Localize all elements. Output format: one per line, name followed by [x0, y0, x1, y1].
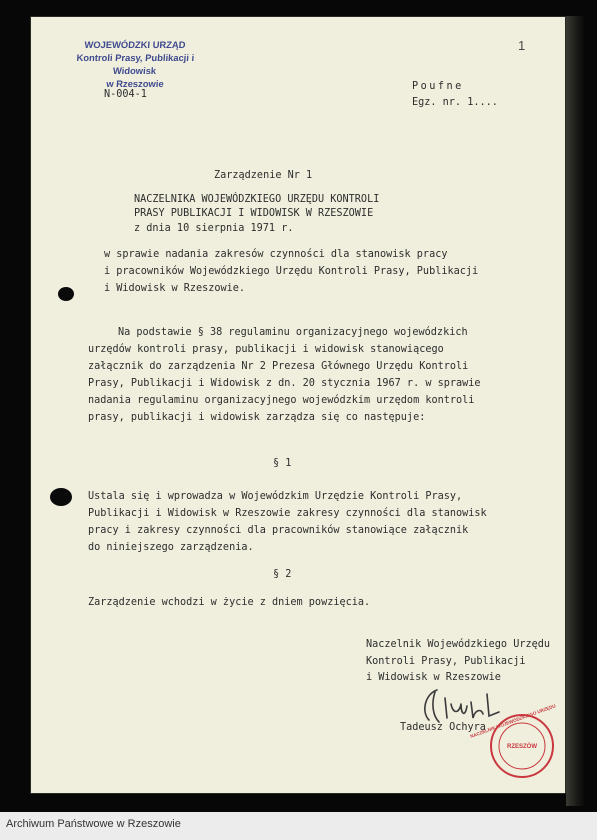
seal-center-text: RZESZÓW [507, 744, 537, 750]
punch-hole-upper [58, 287, 74, 301]
office-stamp-line-1: WOJEWÓDZKI URZĄD [84, 39, 186, 50]
section-1-line-1: Ustala się i wprowadza w Wojewódzkim Urzędzie Kontroli Prasy, [88, 491, 463, 502]
document-reference: N-004-1 [104, 89, 147, 100]
copy-number: Egz. nr. 1.... [412, 97, 498, 108]
subject-line-2: i pracowników Wojewódzkiego Urzędu Kontroli Prasy, Publikacji [104, 266, 479, 277]
page-edge [566, 16, 584, 806]
subject-line-1: w sprawie nadania zakresów czynności dla stanowisk pracy [104, 249, 448, 260]
section-2-line-1: Zarządzenie wchodzi w życie z dniem powzięcia. [88, 597, 371, 608]
seal-ring-text: NACZELNIK WOJEWÓDZKIEGO URZĘDU [469, 703, 557, 739]
punch-hole-lower [50, 488, 72, 506]
section-1-heading: § 1 [273, 458, 292, 469]
page-number: 1 [518, 38, 526, 53]
signatory-title-line-2: Kontroli Prasy, Publikacji [366, 656, 526, 667]
section-1-line-4: do niniejszego zarządzenia. [88, 542, 254, 553]
classification-label: Poufne [412, 81, 464, 92]
signatory-name: Tadeusz Ochyra [400, 722, 486, 733]
office-stamp-line-3: w Rzeszowie [105, 78, 165, 89]
signatory-title-line-1: Naczelnik Wojewódzkiego Urzędu [366, 639, 551, 650]
preamble-line-2: urzędów kontroli prasy, publikacji i widowisk stanowiącego [88, 344, 444, 355]
office-stamp [60, 38, 210, 90]
decree-number: Zarządzenie Nr 1 [214, 170, 313, 181]
title-line-1: NACZELNIKA WOJEWÓDZKIEGO URZĘDU KONTROLI [134, 194, 380, 205]
preamble-line-1: Na podstawie § 38 regulaminu organizacyjnego wojewódzkich [118, 327, 468, 338]
title-line-2: PRASY PUBLIKACJI I WIDOWISK W RZESZOWIE [134, 208, 374, 219]
archive-name: Archiwum Państwowe w Rzeszowie [6, 818, 181, 830]
section-1-line-3: pracy i zakresy czynności dla pracowników stanowiące załącznik [88, 525, 469, 536]
preamble-line-6: prasy, publikacji i widowisk zarządza się co następuje: [88, 412, 426, 423]
preamble-line-4: Prasy, Publikacji i Widowisk z dn. 20 stycznia 1967 r. w sprawie [88, 378, 481, 389]
official-round-seal [469, 703, 557, 780]
section-1-line-2: Publikacji i Widowisk w Rzeszowie zakresy czynności dla stanowisk [88, 508, 487, 519]
office-stamp-line-2: Kontroli Prasy, Publikacji i Widowisk [76, 52, 195, 76]
signatory-title-line-3: i Widowisk w Rzeszowie [366, 672, 501, 683]
subject-line-3: i Widowisk w Rzeszowie. [104, 283, 246, 294]
preamble-line-5: nadania regulaminu organizacyjnego wojewódzkim urzędom kontroli [88, 395, 475, 406]
decree-date: z dnia 10 sierpnia 1971 r. [134, 223, 294, 234]
section-2-heading: § 2 [273, 569, 292, 580]
preamble-line-3: załącznik do zarządzenia Nr 2 Prezesa Głównego Urzędu Kontroli [88, 361, 469, 372]
